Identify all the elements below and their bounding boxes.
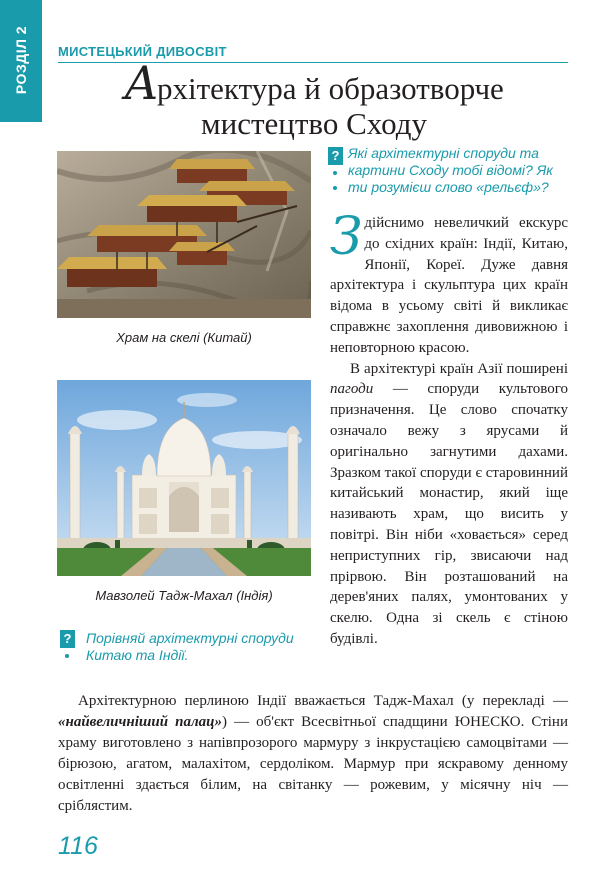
caption-hanging-temple: Храм на скелі (Китай)	[116, 330, 252, 345]
page-number: 116	[58, 832, 98, 860]
chapter-tab-label: РОЗДІЛ 2	[13, 25, 29, 95]
term-greatest-palace: «найвеличніший палац»	[58, 714, 223, 730]
question-1: Які архітектурні споруди та картини Сходу тобі відомі? Як ти розумієш слово «рельєф»?	[348, 145, 553, 195]
title-line-1-text: рхітектура й образотворче	[157, 71, 504, 106]
drop-cap: З	[330, 207, 363, 267]
body-text-column	[330, 207, 568, 650]
paragraph-1-text: дійснимо невеличкий екскурс до східних країн: Індії, Китаю, Японії, Кореї. Дуже давня архітектура і скульптура цих країн відома в усьому світі й викликає справжнє захоплення дивовижною і неповторною красою.	[330, 215, 568, 356]
section-label: МИСТЕЦЬКИЙ ДИВОСВІТ	[58, 44, 227, 59]
paragraph-3-text-a: Архітектурною перлиною Індії вважається Тадж-Махал (у перекладі —	[78, 693, 568, 709]
question-icon: ?	[60, 630, 75, 648]
title-initial: А	[124, 56, 160, 110]
title-line-1	[74, 56, 554, 110]
term-pagodas: пагоди	[330, 381, 374, 398]
taj-mahal-photo	[57, 380, 311, 576]
paragraph-2-text-b: — споруди культового призначення. Це слово спочатку означало вежу з ярусами й оригінально загнутими дахами. Зразком такої споруди є старовинний китайський монастир, який іще називають храм, що висить у повітрі. Він ніби «ховається» серед неприступних гір, звисаючи над прірвою. Він розташований на дерев'яних палях, умонтованих у скелю. Одна зі скель є стіною будівлі.	[330, 381, 568, 647]
caption-taj-mahal: Мавзолей Тадж-Махал (Індія)	[95, 588, 273, 603]
page-title	[74, 56, 554, 141]
question-2: Порівняй архітектурні споруди Китаю та Індії.	[86, 630, 294, 663]
paragraph-3	[58, 691, 568, 817]
question-icon: ?	[328, 147, 343, 165]
paragraph-3-text-b: ) — об'єкт Всесвітньої спадщини ЮНЕСКО. Стіни храму виготовлено з напівпрозорого мармуру з інкрустацією самоцвітами — бірюзою, агатом, малахітом, сердоліком. Мармур при яскравому денному освітленні здається білим, на світанку — рожевим, у місячну ніч — сріблястим.	[58, 714, 568, 814]
chapter-tab	[0, 0, 42, 122]
question-dots	[333, 171, 337, 201]
paragraph-2	[330, 359, 568, 650]
title-line-2: мистецтво Сходу	[201, 106, 427, 141]
paragraph-2-text-a: В архітектурі країн Азії поширені	[350, 360, 568, 377]
hanging-temple-photo	[57, 151, 311, 318]
paragraph-1	[330, 207, 568, 359]
question-dots	[65, 654, 69, 669]
